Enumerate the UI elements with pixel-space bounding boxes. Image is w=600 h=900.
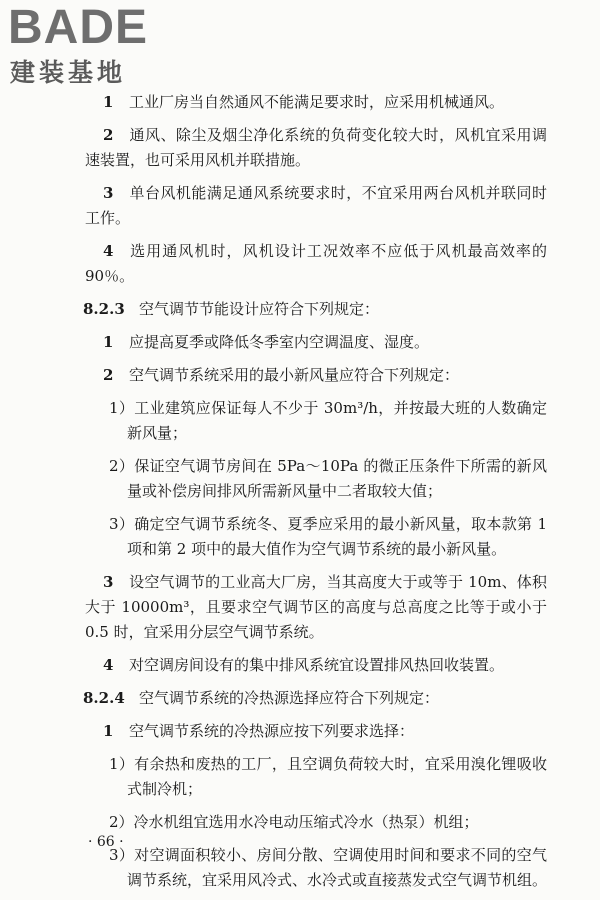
sec823-item-4 bbox=[85, 653, 547, 678]
paragraph-text: 选用通风机时，风机设计工况效率不应低于风机最高效率的 90％。 bbox=[85, 242, 547, 285]
section-number: 8.2.3 bbox=[83, 300, 125, 318]
page-number: · 66 · bbox=[88, 834, 124, 850]
paragraph-1 bbox=[85, 90, 547, 115]
sec823-item-2 bbox=[85, 363, 547, 388]
sec824-item-1-sub-3 bbox=[85, 843, 547, 893]
item-text: 空气调节系统采用的最小新风量应符合下列规定： bbox=[129, 366, 460, 384]
item-number: 2 bbox=[103, 366, 114, 384]
sub-item-text: 保证空气调节房间在 5Pa～10Pa 的微正压条件下所需的新风量或补偿房间排风所需新风量中二者取较大值； bbox=[127, 457, 547, 500]
paragraph-text: 工业厂房当自然通风不能满足要求时，应采用机械通风。 bbox=[129, 93, 505, 111]
item-number: 3 bbox=[103, 573, 114, 591]
paragraph-number: 4 bbox=[103, 242, 114, 260]
section-title: 空气调节系统的冷热源选择应符合下列规定： bbox=[139, 689, 440, 707]
sec824-item-1 bbox=[85, 719, 547, 744]
sec823-item-1 bbox=[85, 330, 547, 355]
paragraph-3 bbox=[85, 181, 547, 231]
sub-item-text: 确定空气调节系统冬、夏季应采用的最小新风量，取本款第 1 项和第 2 项中的最大值作为空气调节系统的最小新风量。 bbox=[127, 515, 547, 558]
paragraph-4 bbox=[85, 239, 547, 289]
sub-item-text: 有余热和废热的工厂，且空调负荷较大时，宜采用溴化锂吸收式制冷机； bbox=[127, 755, 547, 798]
logo-latin-text: BADE bbox=[8, 1, 149, 54]
sub-item-number: 1） bbox=[109, 755, 135, 773]
paragraph-number: 3 bbox=[103, 184, 114, 202]
item-text: 应提高夏季或降低冬季室内空调温度、湿度。 bbox=[129, 333, 430, 351]
item-text: 空气调节系统的冷热源应按下列要求选择： bbox=[129, 722, 415, 740]
sub-item-number: 1） bbox=[109, 399, 135, 417]
sec823-item-2-sub-3 bbox=[85, 512, 547, 562]
sec824-item-1-sub-2 bbox=[85, 810, 547, 835]
document-body bbox=[85, 90, 547, 893]
sub-item-text: 冷水机组宜选用水冷电动压缩式冷水（热泵）机组； bbox=[133, 813, 479, 831]
paragraph-text: 通风、除尘及烟尘净化系统的负荷变化较大时，风机宜采用调速装置，也可采用风机并联措施。 bbox=[85, 126, 547, 169]
section-8-2-4-heading bbox=[85, 686, 547, 711]
sec823-item-3 bbox=[85, 570, 547, 645]
sub-item-number: 3） bbox=[109, 846, 135, 864]
item-number: 1 bbox=[103, 722, 114, 740]
sub-item-number: 2） bbox=[109, 457, 135, 475]
paragraph-number: 1 bbox=[103, 93, 114, 111]
section-8-2-3-heading bbox=[85, 297, 547, 322]
section-title: 空气调节节能设计应符合下列规定： bbox=[139, 300, 380, 318]
sec824-item-1-sub-1 bbox=[85, 752, 547, 802]
paragraph-number: 2 bbox=[103, 126, 114, 144]
sec823-item-2-sub-2 bbox=[85, 454, 547, 504]
item-text: 设空气调节的工业高大厂房，当其高度大于或等于 10m、体积大于 10000m³，且要求空气调节区的高度与总高度之比等于或小于 0.5 时，宜采用分层空气调节系统。 bbox=[85, 573, 547, 641]
sub-item-text: 工业建筑应保证每人不少于 30m³/h，并按最大班的人数确定新风量； bbox=[127, 399, 548, 442]
paragraph-text: 单台风机能满足通风系统要求时，不宜采用两台风机并联同时工作。 bbox=[85, 184, 547, 227]
item-text: 对空调房间设有的集中排风系统宜设置排风热回收装置。 bbox=[129, 656, 505, 674]
sub-item-text: 对空调面积较小、房间分散、空调使用时间和要求不同的空气调节系统，宜采用风冷式、水冷式或直接蒸发式空气调节机组。 bbox=[127, 846, 548, 889]
section-number: 8.2.4 bbox=[83, 689, 125, 707]
item-number: 4 bbox=[103, 656, 114, 674]
sec823-item-2-sub-1 bbox=[85, 396, 547, 446]
item-number: 1 bbox=[103, 333, 114, 351]
bade-logo bbox=[8, 2, 178, 88]
logo-chinese-text: 建装基地 bbox=[10, 58, 127, 87]
sub-item-number: 3） bbox=[109, 515, 135, 533]
paragraph-2 bbox=[85, 123, 547, 173]
sub-item-number: 2） bbox=[109, 813, 134, 831]
